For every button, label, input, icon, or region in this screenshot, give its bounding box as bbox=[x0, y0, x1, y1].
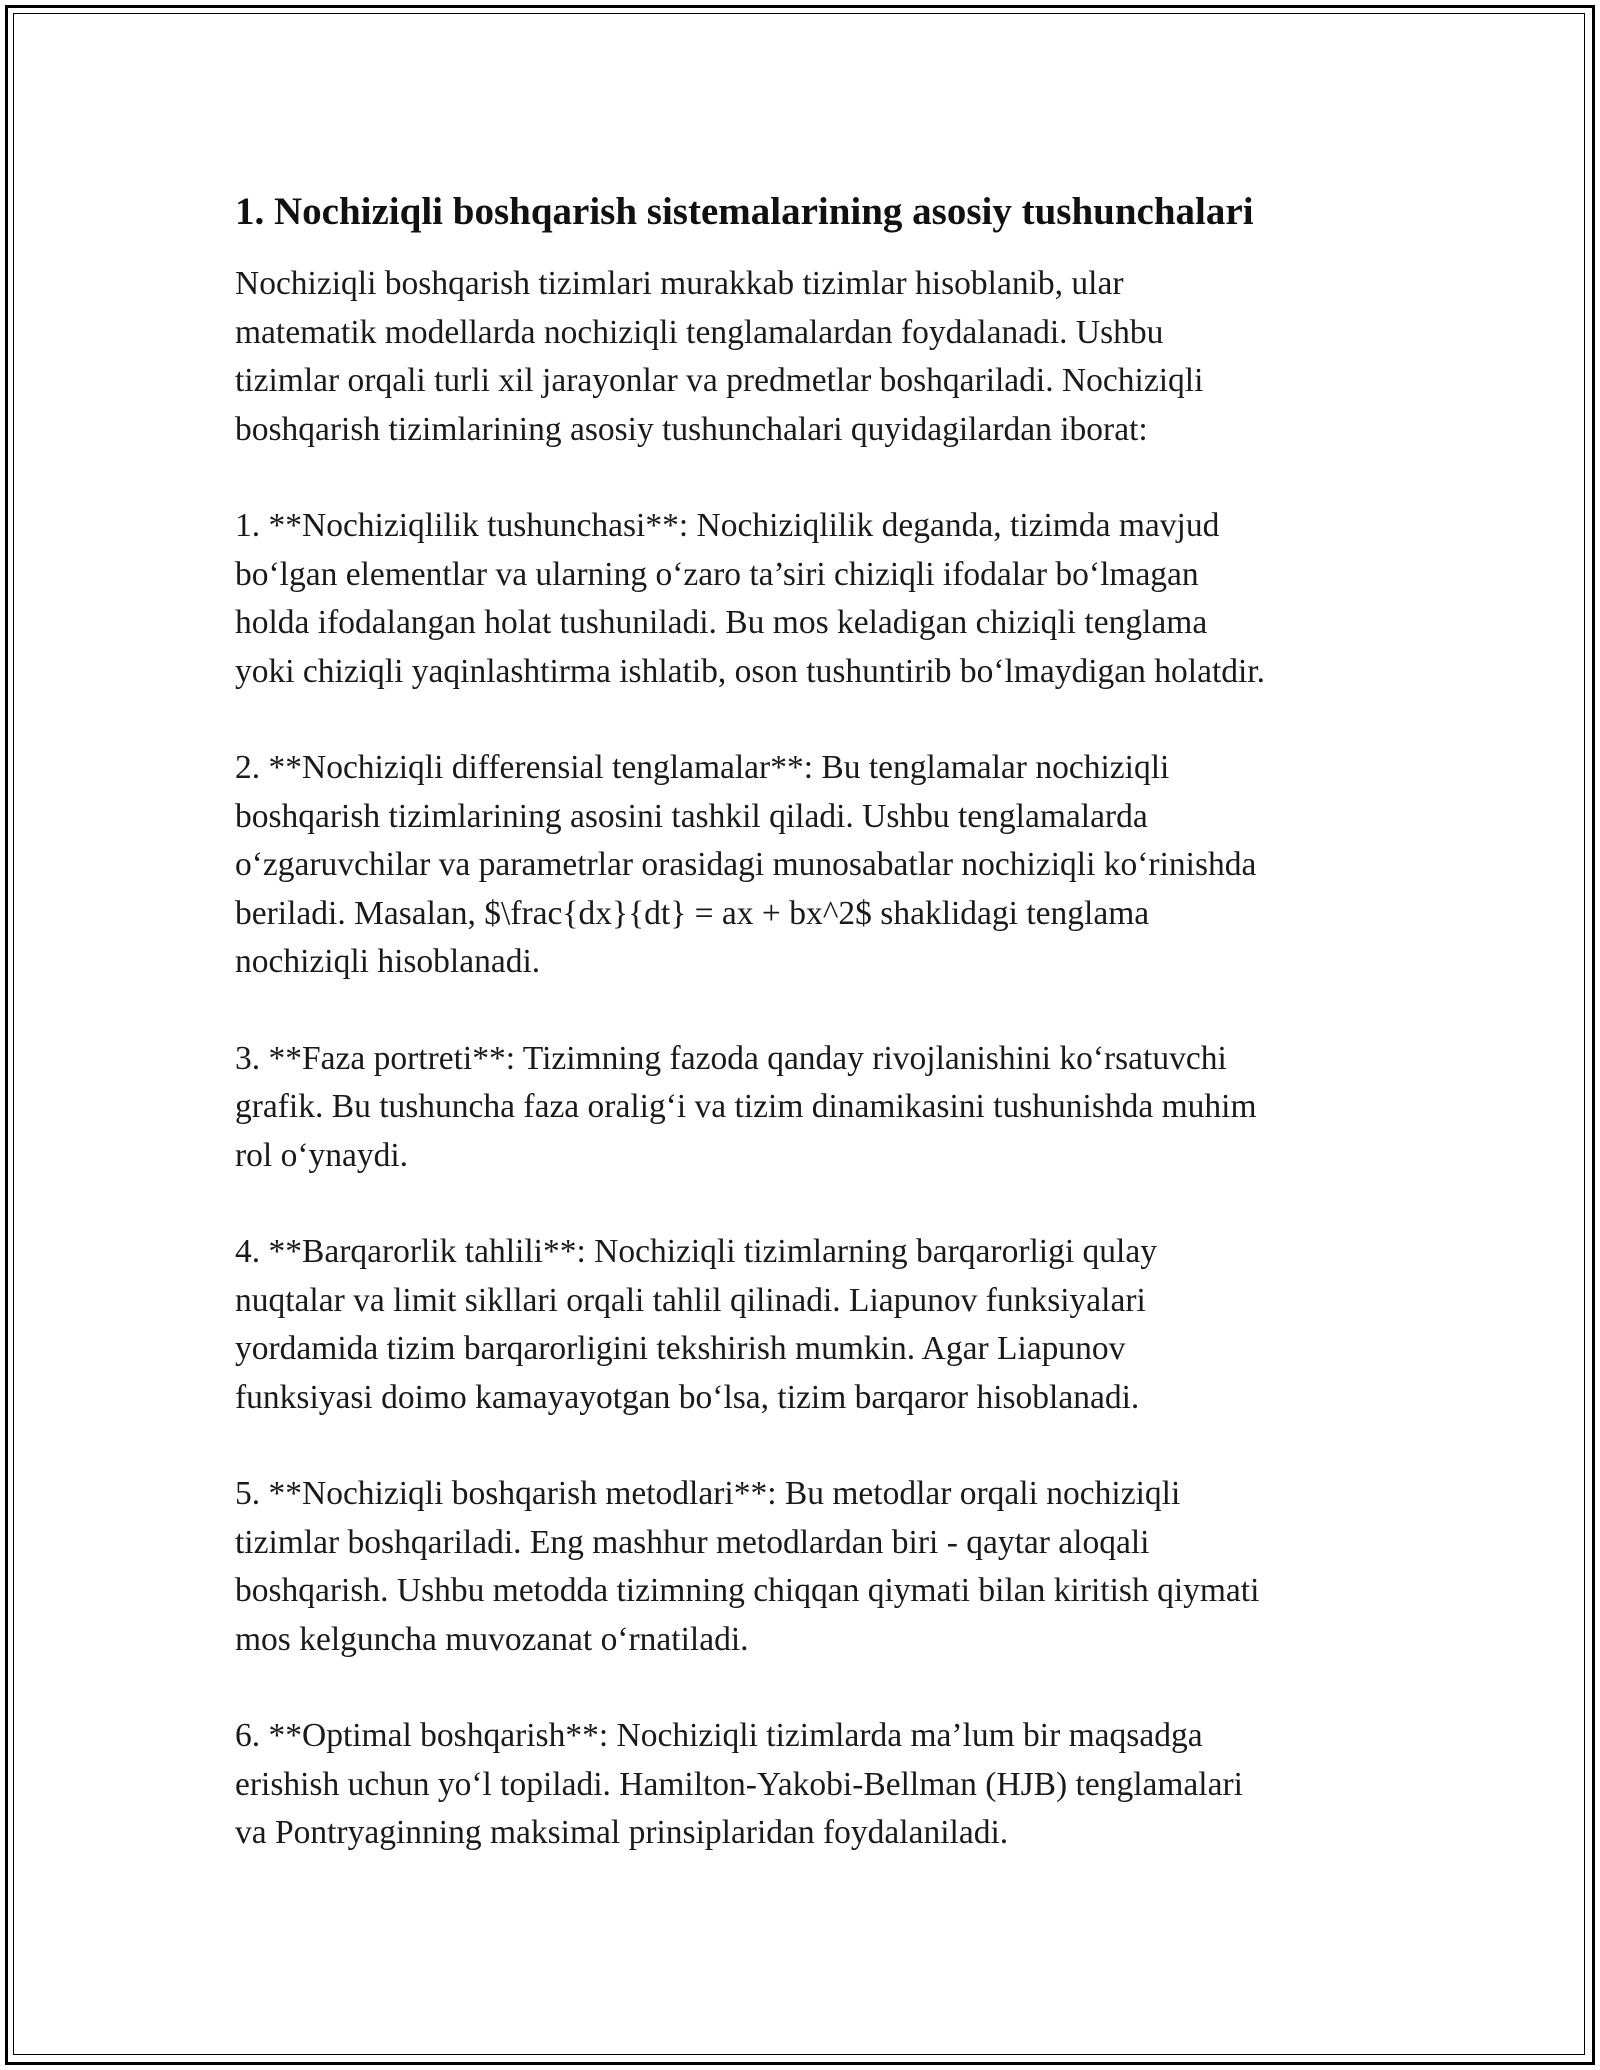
paragraph-nonlinear-control-methods: 5. **Nochiziqli boshqarish metodlari**: Bu metodlar orqali nochiziqli tizimlar boshqariladi. Eng mashhur metodlardan biri - qaytar aloqali boshqarish. Ushbu metodda tizimning chiqqan qiymati bilan kiritish qiymati mos kelguncha muvozanat o‘rnatiladi. bbox=[235, 1475, 1260, 1658]
paragraph-optimal-control: 6. **Optimal boshqarish**: Nochiziqli tizimlarda ma’lum bir maqsadga erishish uchun yo‘l topiladi. Hamilton-Yakobi-Bellman (HJB) tenglamalari va Pontryaginning maksimal prinsiplaridan foydalaniladi. bbox=[235, 1717, 1243, 1851]
paragraph-nonlinear-differential-equations: 2. **Nochiziqli differensial tenglamalar**: Bu tenglamalar nochiziqli boshqarish tizimlarining asosini tashkil qiladi. Ushbu tenglamalarda o‘zgaruvchilar va parametrlar orasidagi munosabatlar nochiziqli ko‘rinishda beriladi. Masalan, $\frac{dx}{dt} = ax + bx^2$ shaklidagi tenglama nochiziqli hisoblanadi. bbox=[235, 749, 1257, 980]
paragraph-nonlinearity-concept: 1. **Nochiziqlilik tushunchasi**: Nochiziqlilik deganda, tizimda mavjud bo‘lgan elementlar va ularning o‘zaro ta’siri chiziqli ifodalar bo‘lmagan holda ifodalangan holat tushuniladi. Bu mos keladigan chiziqli tenglama yoki chiziqli yaqinlashtirma ishlatib, oson tushuntirib bo‘lmaydigan holatdir. bbox=[235, 507, 1265, 690]
intro-paragraph: Nochiziqli boshqarish tizimlari murakkab tizimlar hisoblanib, ular matematik modellarda nochiziqli tenglamalardan foydalanadi. Ushbu tizimlar orqali turli xil jarayonlar va predmetlar boshqariladi. Nochiziqli boshqarish tizimlarining asosiy tushunchalari quyidagilardan iborat: bbox=[235, 265, 1204, 448]
document-title: 1. Nochiziqli boshqarish sistemalarining asosiy tushunchalari bbox=[235, 190, 1254, 233]
paragraph-phase-portrait: 3. **Faza portreti**: Tizimning fazoda qanday rivojlanishini ko‘rsatuvchi grafik. Bu tushuncha faza oralig‘i va tizim dinamikasini tushunishda muhim rol o‘ynaydi. bbox=[235, 1039, 1257, 1174]
paragraph-stability-analysis: 4. **Barqarorlik tahlili**: Nochiziqli tizimlarning barqarorligi qulay nuqtalar va limit sikllari orqali tahlil qilinadi. Liapunov funksiyalari yordamida tizim barqarorligini tekshirish mumkin. Agar Liapunov funksiyasi doimo kamayayotgan bo‘lsa, tizim barqaror hisoblanadi. bbox=[235, 1233, 1157, 1416]
document-body bbox=[235, 186, 1375, 1906]
